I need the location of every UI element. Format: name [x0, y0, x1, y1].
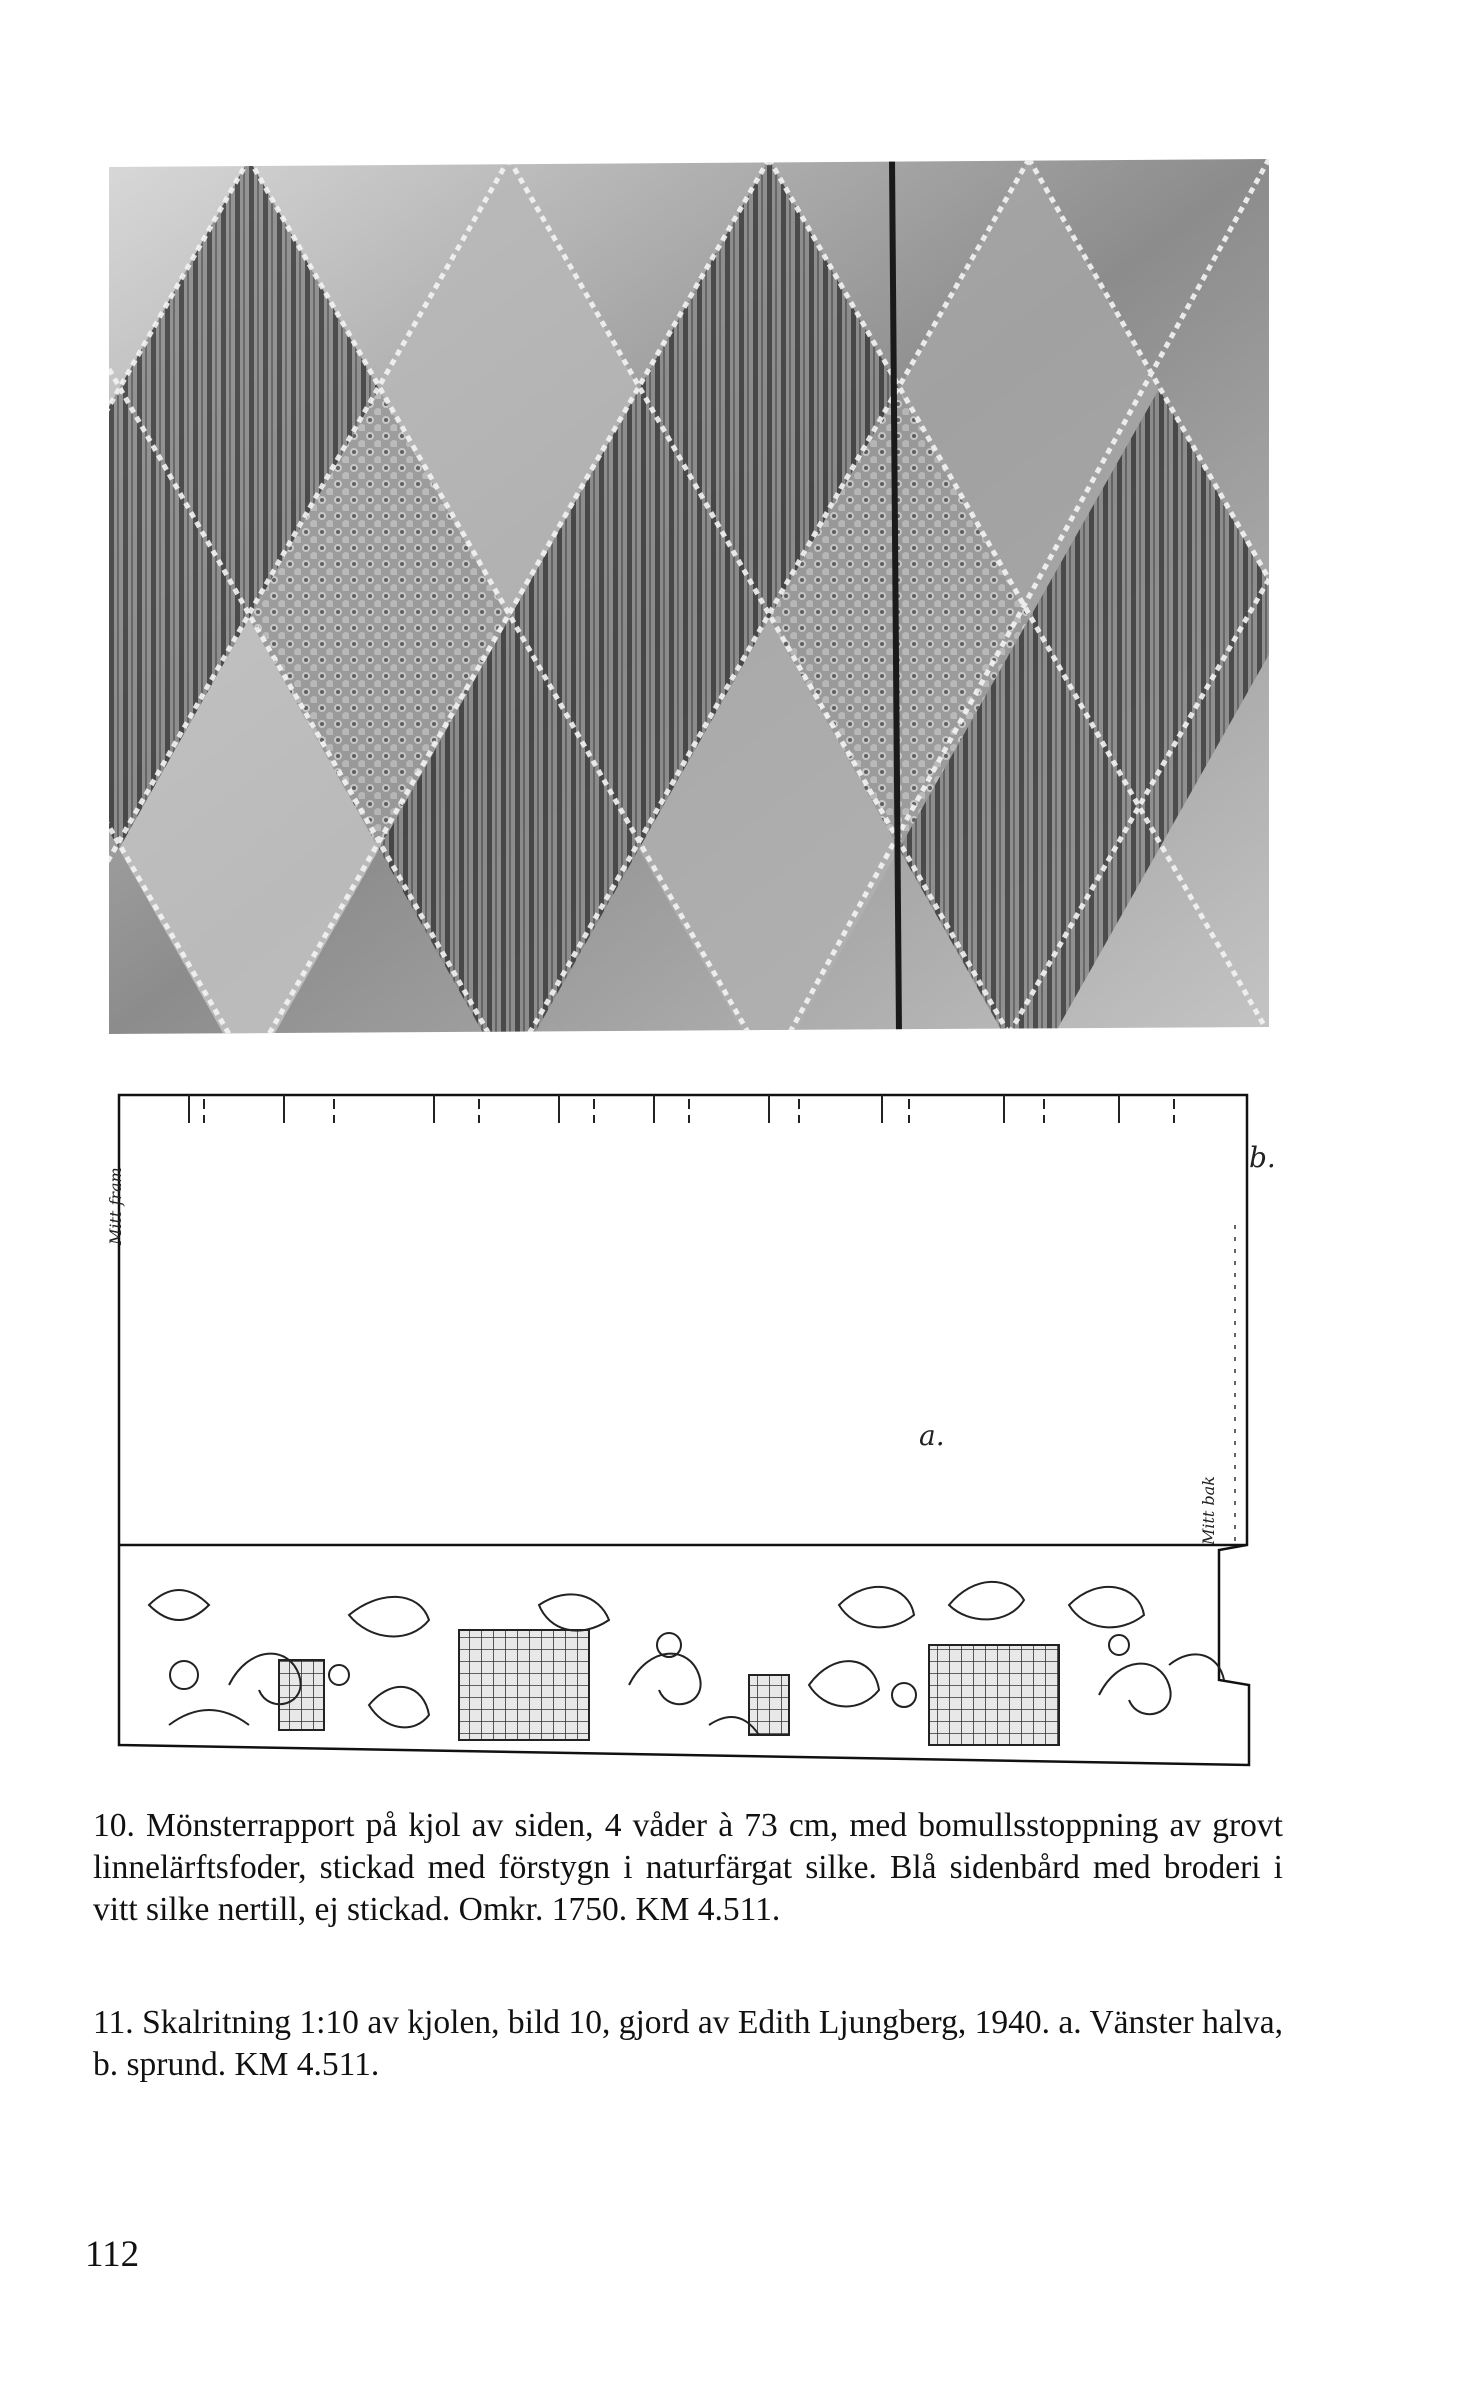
label-a: a. — [919, 1419, 945, 1452]
embroidery-border — [149, 1582, 1224, 1745]
caption-10 — [93, 1805, 1283, 1931]
page-number: 112 — [85, 2234, 140, 2275]
label-b: b. — [1249, 1141, 1276, 1174]
scale-drawing — [106, 1085, 1279, 1765]
caption-11-number: 11. — [93, 2004, 134, 2041]
caption-10-text: Mönsterrapport på kjol av siden, 4 våder à 73 cm, med bomullsstoppning av grovt linnelärftsfoder, stickad med förstygn i naturfärgat silke. Blå sidenbård med broderi i vitt silke nertill, ej stickad. Omkr. 1750. KM 4.511. — [93, 1807, 1283, 1928]
caption-11 — [93, 2002, 1283, 2086]
caption-11-text: Skalritning 1:10 av kjolen, bild 10, gjord av Edith Ljungberg, 1940. a. Vänster halva, b. sprund. KM 4.511. — [93, 2004, 1284, 2083]
quilted-fabric-photo — [109, 159, 1269, 1034]
label-mitt-bak: Mitt bak — [1199, 1476, 1218, 1545]
label-mitt-fram: Mitt fram — [106, 1167, 125, 1245]
caption-10-number: 10. — [93, 1807, 135, 1844]
